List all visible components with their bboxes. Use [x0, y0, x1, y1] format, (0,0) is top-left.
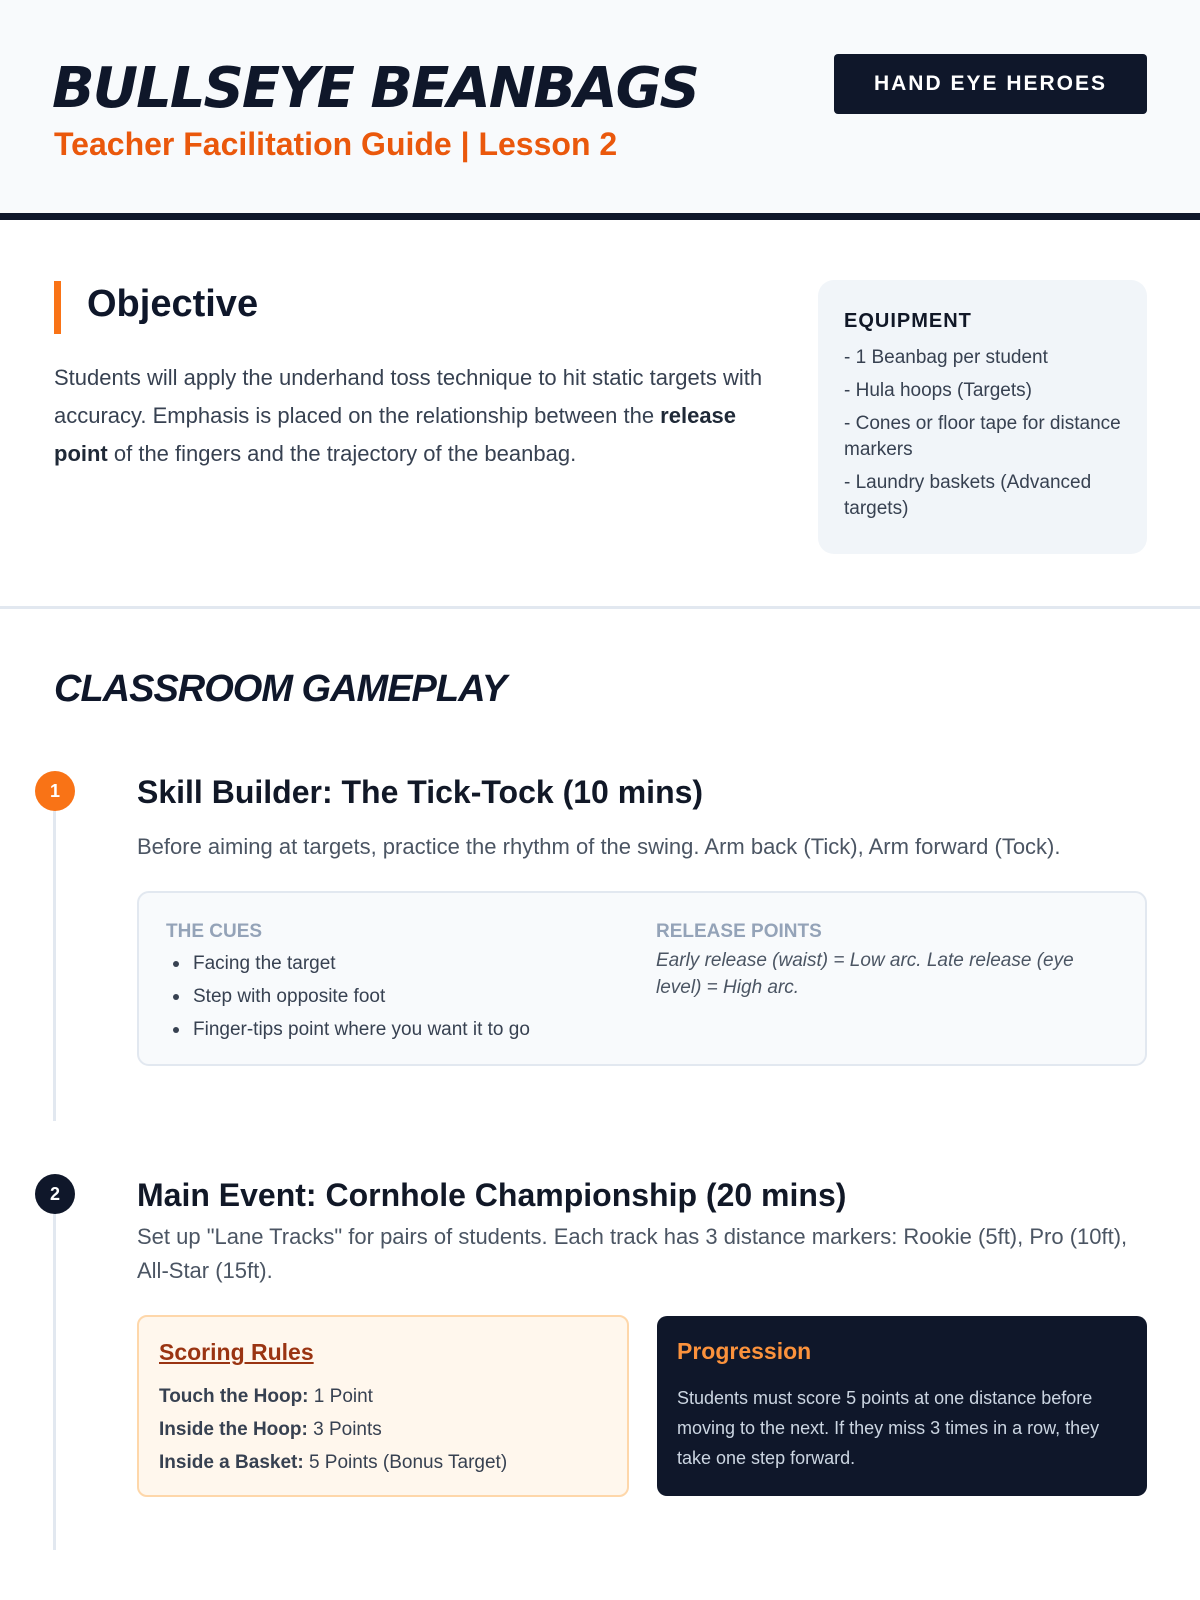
equipment-title: EQUIPMENT — [844, 310, 972, 332]
score-value: 3 Points — [307, 1419, 382, 1440]
scoring-rules-panel — [137, 1315, 629, 1497]
score-label: Inside a Basket: — [159, 1452, 304, 1473]
objective-accent-bar — [54, 281, 61, 334]
score-label: Inside the Hoop: — [159, 1419, 308, 1440]
score-row — [159, 1413, 607, 1446]
step-title: Main Event: Cornhole Championship (20 mins) — [137, 1177, 847, 1213]
objective-text — [54, 359, 774, 473]
step-number-badge: 2 — [35, 1174, 75, 1214]
cue-item: Step with opposite foot — [166, 980, 530, 1013]
equipment-item: - Cones or floor tape for distance markers — [844, 413, 1121, 460]
progression-panel — [657, 1316, 1147, 1496]
objective-heading: Objective — [87, 283, 259, 325]
release-text: Early release (waist) = Low arc. Late release (eye level) = High arc. — [656, 950, 1074, 998]
equipment-item: - Hula hoops (Targets) — [844, 380, 1032, 401]
score-label: Touch the Hoop: — [159, 1386, 309, 1407]
cues-list — [166, 947, 530, 1046]
gameplay-heading: CLASSROOM GAMEPLAY — [54, 668, 507, 710]
page-title: BULLSEYE BEANBAGS — [52, 56, 698, 121]
page-subtitle: Teacher Facilitation Guide | Lesson 2 — [54, 126, 618, 162]
score-value: 1 Point — [308, 1386, 373, 1407]
cue-item: Finger-tips point where you want it to go — [166, 1013, 530, 1046]
cues-column — [166, 921, 530, 1046]
release-label: RELEASE POINTS — [656, 921, 822, 942]
step-description: Set up "Lane Tracks" for pairs of students. Each track has 3 distance markers: Rookie (5ft), Pro (10ft), All-Star (15ft). — [137, 1224, 1128, 1283]
objective-text-bold: release point — [54, 403, 737, 466]
page-header — [0, 0, 1200, 220]
score-value: 5 Points (Bonus Target) — [303, 1452, 508, 1473]
program-badge: HAND EYE HEROES — [834, 54, 1147, 114]
timeline-line — [53, 810, 56, 1121]
equipment-item: - Laundry baskets (Advanced targets) — [844, 472, 1092, 519]
equipment-panel — [818, 280, 1147, 554]
progression-title: Progression — [677, 1338, 812, 1364]
objective-text-start: Students will apply the underhand toss technique to hit static targets with accuracy. Emphasis is placed on the relationship between the — [54, 365, 763, 428]
cues-panel — [137, 891, 1147, 1066]
step-title: Skill Builder: The Tick-Tock (10 mins) — [137, 774, 704, 810]
score-row — [159, 1380, 607, 1413]
step-number-badge: 1 — [35, 771, 75, 811]
timeline-line — [53, 1213, 56, 1550]
scoring-rules-title: Scoring Rules — [159, 1339, 314, 1365]
progression-text: Students must score 5 points at one distance before moving to the next. If they miss 3 times in a row, they take one step forward. — [677, 1388, 1100, 1468]
step-description: Before aiming at targets, practice the rhythm of the swing. Arm back (Tick), Arm forward (Tock). — [137, 834, 1061, 859]
release-column — [656, 921, 1116, 1001]
equipment-item: - 1 Beanbag per student — [844, 347, 1048, 368]
score-row — [159, 1446, 607, 1479]
section-divider — [0, 606, 1200, 609]
objective-text-end: of the fingers and the trajectory of the beanbag. — [107, 441, 577, 466]
cues-label: THE CUES — [166, 921, 263, 942]
cue-item: Facing the target — [166, 947, 530, 980]
